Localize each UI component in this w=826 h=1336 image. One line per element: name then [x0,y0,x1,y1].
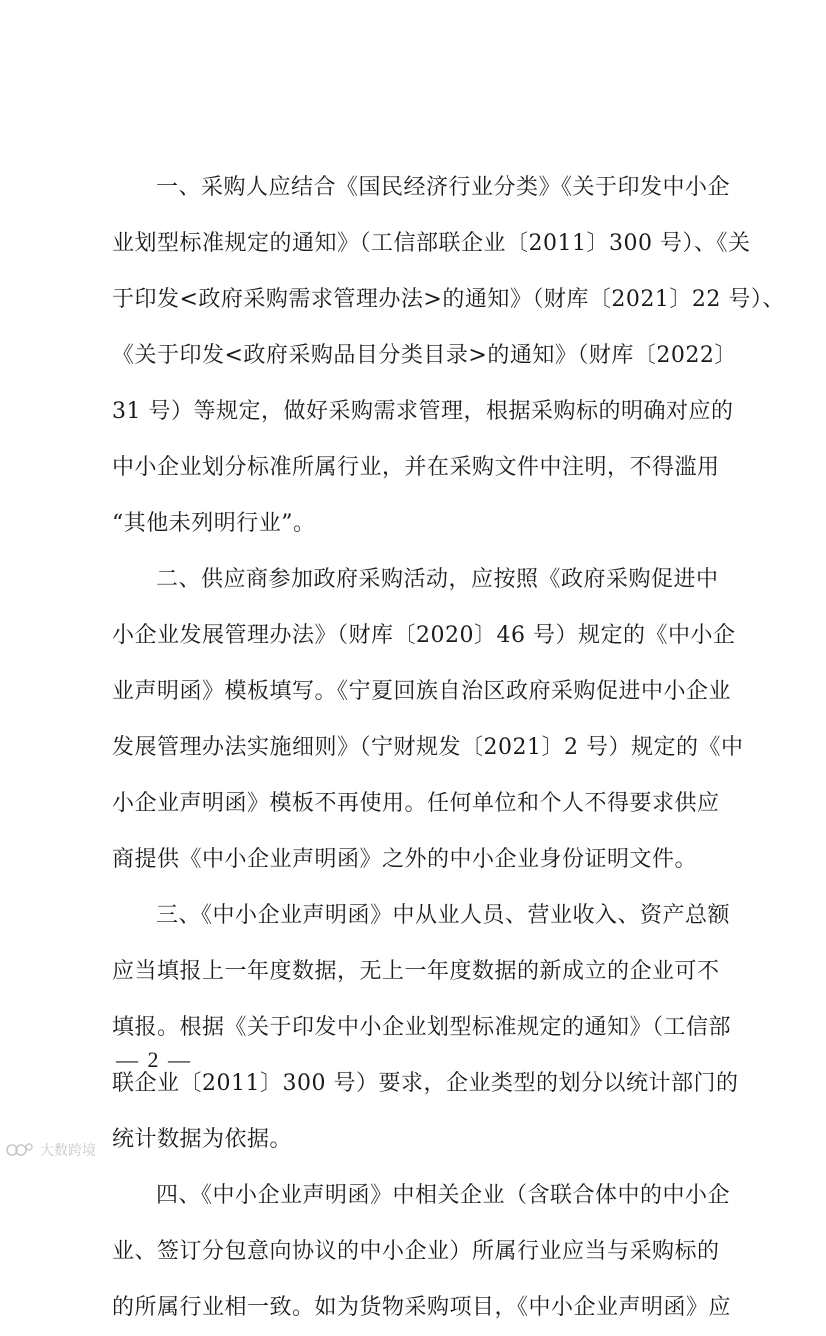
text-line: 31 号）等规定，做好采购需求管理，根据采购标的明确对应的 [112,399,734,424]
watermark [6,1140,96,1160]
text-line: 三、《中小企业声明函》中从业人员、营业收入、资产总额 [156,903,731,928]
text-line: 小企业声明函》模板不再使用。任何单位和个人不得要求供应 [112,791,720,816]
text-line: 一、采购人应结合《国民经济行业分类》《关于印发中小企 [156,175,731,200]
brand-logo-icon [6,1141,34,1159]
text-line: 《关于印发<政府采购品目分类目录>的通知》（财库〔2022〕 [112,343,737,368]
text-line: “其他未列明行业”。 [112,511,316,536]
text-line: 发展管理办法实施细则》（宁财规发〔2021〕2 号）规定的《中 [112,735,744,760]
document-body [112,160,785,1336]
text-line: 的所属行业相一致。如为货物采购项目，《中小企业声明函》应 [112,1295,732,1320]
text-line: 商提供《中小企业声明函》之外的中小企业身份证明文件。 [112,847,698,872]
text-line: 于印发<政府采购需求管理办法>的通知》（财库〔2021〕22 号）、 [112,287,785,312]
text-line: 中小企业划分标准所属行业，并在采购文件中注明，不得滥用 [112,455,720,480]
text-line: 统计数据为依据。 [112,1127,293,1152]
text-line: 联企业〔2011〕300 号）要求，企业类型的划分以统计部门的 [112,1071,739,1096]
watermark-text: 大数跨境 [40,1142,96,1158]
text-line: 小企业发展管理办法》（财库〔2020〕46 号）规定的《中小企 [112,623,736,648]
text-line: 四、《中小企业声明函》中相关企业（含联合体中的中小企 [156,1183,731,1208]
page-number: — 2 — [116,1047,192,1072]
text-line: 业声明函》模板填写。《宁夏回族自治区政府采购促进中小企业 [112,679,732,704]
text-line: 填报。根据《关于印发中小企业划型标准规定的通知》（工信部 [112,1015,732,1040]
text-line: 二、供应商参加政府采购活动，应按照《政府采购促进中 [156,567,719,592]
text-line: 业、签订分包意向协议的中小企业）所属行业应当与采购标的 [112,1239,720,1264]
text-line: 业划型标准规定的通知》（工信部联企业〔2011〕300 号）、《关 [112,231,751,256]
text-line: 应当填报上一年度数据，无上一年度数据的新成立的企业可不 [112,959,720,984]
